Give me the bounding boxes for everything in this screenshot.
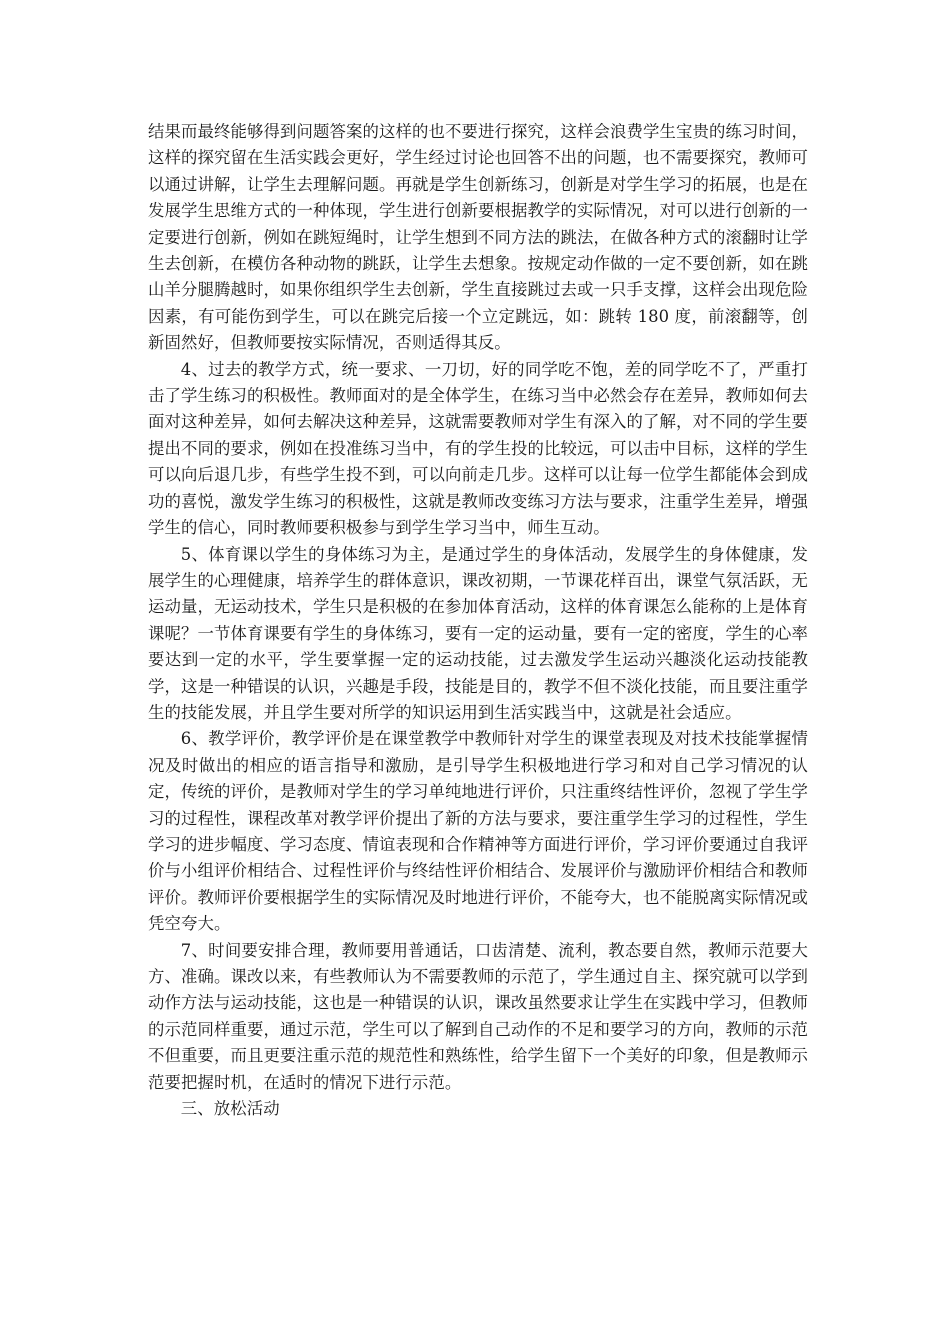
paragraph-item-6: 6、教学评价，教学评价是在课堂教学中教师针对学生的课堂表现及对技术技能掌握情况及时做出的相应的语言指导和激励，是引导学生积极地进行学习和对自己学习情况的认定，传统的评价，是教师对学生的学习单纯地进行评价，只注重终结性评价，忽视了学生学习的过程性，课程改革对教学评价提出了新的方法与要求，要注重学生学习的过程性，学生学习的进步幅度、学习态度、情谊表现和合作精神等方面进行评价，学习评价要通过自我评价与小组评价相结合、过程性评价与终结性评价相结合、发展评价与激励评价相结合和教师评价。教师评价要根据学生的实际情况及时地进行评价，不能夸大，也不能脱离实际情况或凭空夸大。 <box>148 729 808 934</box>
paragraph-item-4: 4、过去的教学方式，统一要求、一刀切，好的同学吃不饱，差的同学吃不了，严重打击了学生练习的积极性。教师面对的是全体学生，在练习当中必然会存在差异，教师如何去面对这种差异，如何去解决这种差异，这就需要教师对学生有深入的了解，对不同的学生要提出不同的要求，例如在投准练习当中，有的学生投的比较远，可以击中目标，这样的学生可以向后退几步，有些学生投不到，可以向前走几步。这样可以让每一位学生都能体会到成功的喜悦，激发学生练习的积极性，这就是教师改变练习方法与要求，注重学生差异，增强学生的信心，同时教师要积极参与到学生学习当中，师生互动。 <box>148 359 808 538</box>
paragraph-item-7: 7、时间要安排合理，教师要用普通话，口齿清楚、流利，教态要自然，教师示范要大方、准确。课改以来，有些教师认为不需要教师的示范了，学生通过自主、探究就可以学到动作方法与运动技能，这也是一种错误的认识，课改虽然要求让学生在实践中学习，但教师的示范同样重要，通过示范，学生可以了解到自己动作的不足和要学习的方向，教师的示范不但重要，而且更要注重示范的规范性和熟练性，给学生留下一个美好的印象，但是教师示范要把握时机，在适时的情况下进行示范。 <box>148 940 808 1092</box>
section-heading-relaxation: 三、放松活动 <box>180 1099 280 1119</box>
document-body <box>148 119 808 1122</box>
paragraph-item-5: 5、体育课以学生的身体练习为主，是通过学生的身体活动，发展学生的身体健康，发展学生的心理健康，培养学生的群体意识，课改初期，一节课花样百出，课堂气氛活跃，无运动量，无运动技术，学生只是积极的在参加体育活动，这样的体育课怎么能称的上是体育课呢？一节体育课要有学生的身体练习，要有一定的运动量，要有一定的密度，学生的心率要达到一定的水平，学生要掌握一定的运动技能，过去激发学生运动兴趣淡化运动技能教学，这是一种错误的认识，兴趣是手段，技能是目的，教学不但不淡化技能，而且要注重学生的技能发展，并且学生要对所学的知识运用到生活实践当中，这就是社会适应。 <box>148 544 808 722</box>
paragraph-continuation: 结果而最终能够得到问题答案的这样的也不要进行探究，这样会浪费学生宝贵的练习时间，这样的探究留在生活实践会更好，学生经过讨论也回答不出的问题，也不需要探究，教师可以通过讲解，让学生去理解问题。再就是学生创新练习，创新是对学生学习的拓展，也是在发展学生思维方式的一种体现，学生进行创新要根据教学的实际情况，对可以进行创新的一定要进行创新，例如在跳短绳时，让学生想到不同方法的跳法，在做各种方式的滚翻时让学生去创新，在模仿各种动物的跳跃，让学生去想象。按规定动作做的一定不要创新，如在跳山羊分腿腾越时，如果你组织学生去创新，学生直接跳过去或一只手支撑，这样会出现危险因素，有可能伤到学生，可以在跳完后接一个立定跳远，如：跳转 180 度，前滚翻等，创新固然好，但教师要按实际情况，否则适得其反。 <box>148 122 808 353</box>
